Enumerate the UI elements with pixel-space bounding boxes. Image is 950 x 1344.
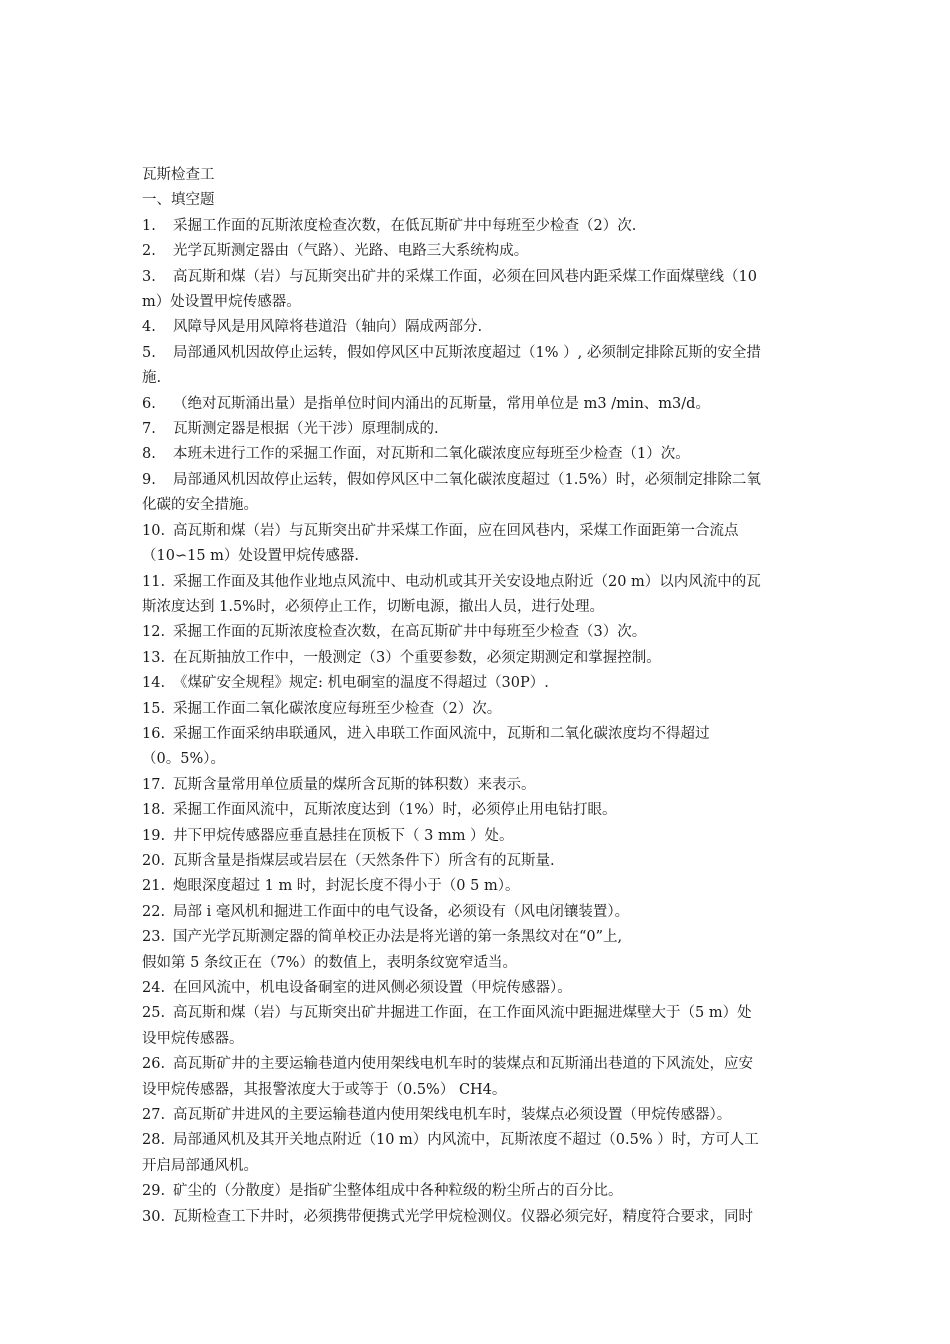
question-line — [142, 442, 814, 467]
question-line — [142, 1078, 814, 1103]
question-item — [142, 773, 814, 798]
question-text: 设甲烷传感器，其报警浓度大于或等于（0.5%） CH4。 — [142, 1081, 507, 1098]
question-number: 23. — [142, 929, 166, 946]
question-number: 8. — [142, 446, 156, 463]
question-item — [142, 925, 814, 950]
question-number: 12. — [142, 624, 166, 641]
question-text: 高瓦斯矿井进风的主要运输巷道内使用架线电机车时，装煤点必须设置（甲烷传感器）。 — [173, 1107, 732, 1124]
question-text: 设甲烷传感器。 — [142, 1030, 244, 1047]
section-heading: 一、填空题 — [142, 192, 215, 209]
question-line — [142, 671, 814, 696]
question-line — [142, 900, 814, 925]
question-line — [142, 824, 814, 849]
question-line — [142, 239, 814, 264]
question-item — [142, 392, 814, 417]
document-title: 瓦斯检查工 — [142, 167, 215, 183]
question-text: 高瓦斯和煤（岩）与瓦斯突出矿井掘进工作面，在工作面风流中距掘进煤壁大于（5 m）处 — [173, 1005, 752, 1022]
question-item — [142, 417, 814, 442]
question-number: 5. — [142, 344, 156, 361]
question-line — [142, 1052, 814, 1077]
question-line — [142, 570, 814, 595]
question-item — [142, 519, 814, 570]
question-text: 矿尘的（分散度）是指矿尘整体组成中各种粒级的粉尘所占的百分比。 — [173, 1183, 623, 1200]
question-line — [142, 773, 814, 798]
question-text: 采掘工作面的瓦斯浓度检查次数，在低瓦斯矿井中每班至少检查（2）次. — [173, 217, 637, 234]
question-text: m）处设置甲烷传感器。 — [142, 294, 301, 311]
question-line — [142, 1001, 814, 1026]
question-item — [142, 1001, 814, 1052]
question-number: 18. — [142, 802, 166, 819]
question-number: 10. — [142, 522, 166, 539]
question-line — [142, 798, 814, 823]
question-number: 13. — [142, 649, 166, 666]
question-text: （0。5%）。 — [142, 751, 225, 768]
question-text: 采掘工作面及其他作业地点风流中、电动机或其开关安设地点附近（20 m）以内风流中的瓦 — [173, 573, 761, 590]
question-text: 在瓦斯抽放工作中，一般测定（3）个重要参数，必须定期测定和掌握控制。 — [173, 649, 661, 666]
question-item — [142, 1179, 814, 1204]
question-text: 瓦斯含量是指煤层或岩层在（天然条件下）所含有的瓦斯量. — [173, 852, 555, 869]
question-number: 1. — [142, 217, 156, 234]
question-line — [142, 976, 814, 1001]
question-number: 2. — [142, 243, 156, 260]
question-text: 局部通风机及其开关地点附近（10 m）内风流中，瓦斯浓度不超过（0.5% ）时，方可人工 — [173, 1132, 759, 1149]
question-item — [142, 570, 814, 621]
question-item — [142, 315, 814, 340]
question-item — [142, 900, 814, 925]
question-item — [142, 849, 814, 874]
question-number: 16. — [142, 725, 166, 742]
question-line — [142, 620, 814, 645]
question-number: 24. — [142, 980, 166, 996]
question-text: 光学瓦斯测定器由（气路）、光路、电路三大系统构成。 — [173, 243, 529, 260]
question-text: 在回风流中，机电设备硐室的进风侧必须设置（甲烷传感器）。 — [173, 980, 572, 996]
question-item — [142, 1052, 814, 1103]
question-text: 局部通风机因故停止运转，假如停风区中二氧化碳浓度超过（1.5%）时，必须制定排除二氧 — [173, 471, 761, 488]
question-text: 化碳的安全措施。 — [142, 497, 258, 514]
question-item — [142, 265, 814, 316]
question-item — [142, 468, 814, 519]
question-item — [142, 722, 814, 773]
question-line — [142, 1103, 814, 1128]
question-number: 15. — [142, 700, 166, 717]
document-page — [142, 163, 814, 1230]
question-text: 采掘工作面采纳串联通风，进入串联工作面风流中，瓦斯和二氧化碳浓度均不得超过 — [173, 725, 710, 742]
question-number: 19. — [142, 827, 166, 844]
question-line — [142, 722, 814, 747]
question-number: 30. — [142, 1208, 166, 1225]
question-text: 斯浓度达到 1.5%时，必须停止工作，切断电源，撤出人员，进行处理。 — [142, 598, 604, 615]
question-text: （10∽15 m）处设置甲烷传感器. — [142, 548, 360, 565]
question-number: 21. — [142, 878, 166, 895]
question-line — [142, 493, 814, 518]
question-text: 采掘工作面二氧化碳浓度应每班至少检查（2）次。 — [173, 700, 502, 717]
question-text: 施. — [142, 370, 162, 387]
question-number: 22. — [142, 903, 166, 920]
question-line — [142, 290, 814, 315]
question-line — [142, 1179, 814, 1204]
question-text: 瓦斯含量常用单位质量的煤所含瓦斯的钵积数）来表示。 — [173, 776, 536, 793]
question-line — [142, 392, 814, 417]
question-text: 局部 i 毫风机和掘进工作面中的电气设备，必须设有（风电闭镶装置）。 — [173, 903, 630, 920]
question-number: 4. — [142, 319, 156, 336]
question-text: 局部通风机因故停止运转，假如停风区中瓦斯浓度超过（1% ）, 必须制定排除瓦斯的安全措 — [173, 344, 761, 361]
question-text: 假如第 5 条纹正在（7%）的数值上，表明条纹宽窄适当。 — [142, 954, 517, 971]
question-item — [142, 824, 814, 849]
question-item — [142, 1103, 814, 1128]
question-line — [142, 1027, 814, 1052]
question-text: 瓦斯测定器是根据（光干涉）原理制成的. — [173, 421, 439, 438]
question-text: 采掘工作面的瓦斯浓度检查次数，在高瓦斯矿井中每班至少检查（3）次。 — [173, 624, 647, 641]
question-line — [142, 214, 814, 239]
question-number: 26. — [142, 1056, 166, 1073]
question-text: 高瓦斯矿井的主要运输巷道内使用架线电机车时的装煤点和瓦斯涌出巷道的下风流处，应安 — [173, 1056, 753, 1073]
question-item — [142, 442, 814, 467]
question-text: 瓦斯检查工下井时，必须携带便携式光学甲烷检测仪。仪器必须完好，精度符合要求，同时 — [173, 1208, 753, 1225]
question-line — [142, 366, 814, 391]
question-line — [142, 747, 814, 772]
question-number: 27. — [142, 1107, 166, 1124]
question-number: 17. — [142, 776, 166, 793]
question-number: 9. — [142, 471, 156, 488]
question-text: 风障导风是用风障将巷道沿（轴向）隔成两部分. — [173, 319, 483, 336]
question-item — [142, 1205, 814, 1230]
question-line — [142, 925, 814, 950]
question-number: 3. — [142, 268, 156, 285]
question-item — [142, 697, 814, 722]
question-line — [142, 468, 814, 493]
question-item — [142, 620, 814, 645]
question-number: 6. — [142, 395, 156, 412]
question-line — [142, 595, 814, 620]
question-item — [142, 874, 814, 899]
question-number: 11. — [142, 573, 166, 590]
question-text: 高瓦斯和煤（岩）与瓦斯突出矿井的采煤工作面，必须在回风巷内距采煤工作面煤壁线（10 — [173, 268, 757, 285]
question-text: 开启局部通风机。 — [142, 1157, 258, 1174]
question-number: 14. — [142, 675, 166, 692]
question-line — [142, 646, 814, 671]
question-line — [142, 1128, 814, 1153]
question-number: 28. — [142, 1132, 166, 1149]
question-text: 《煤矿安全规程》规定: 机电硐室的温度不得超过（30P）. — [173, 675, 549, 692]
question-text: （绝对瓦斯涌出量）是指单位时间内涌出的瓦斯量，常用单位是 m3 /min、m3/d。 — [173, 395, 710, 412]
question-text: 炮眼深度超过 1 m 时，封泥长度不得小于（0 5 m）。 — [173, 878, 520, 895]
question-list — [142, 214, 814, 1230]
question-line — [142, 417, 814, 442]
question-item — [142, 214, 814, 239]
question-text: 国产光学瓦斯测定器的简单校正办法是将光谱的第一条黑纹对在“0”上, — [173, 929, 623, 946]
question-line — [142, 1205, 814, 1230]
question-item — [142, 239, 814, 264]
question-line — [142, 697, 814, 722]
question-number: 20. — [142, 852, 166, 869]
question-line — [142, 265, 814, 290]
question-line — [142, 951, 814, 976]
question-item — [142, 341, 814, 392]
question-line — [142, 341, 814, 366]
question-item — [142, 798, 814, 823]
question-number: 25. — [142, 1005, 166, 1022]
question-item — [142, 1128, 814, 1179]
question-item — [142, 976, 814, 1001]
question-text: 高瓦斯和煤（岩）与瓦斯突出矿井采煤工作面，应在回风巷内，采煤工作面距第一合流点 — [173, 522, 739, 539]
question-text: 采掘工作面风流中，瓦斯浓度达到（1%）时，必须停止用电钻打眼。 — [173, 802, 617, 819]
question-item — [142, 951, 814, 976]
question-line — [142, 544, 814, 569]
question-item — [142, 671, 814, 696]
question-line — [142, 849, 814, 874]
question-number: 29. — [142, 1183, 166, 1200]
question-text: 本班未进行工作的采掘工作面，对瓦斯和二氧化碳浓度应每班至少检查（1）次。 — [173, 446, 690, 463]
question-item — [142, 646, 814, 671]
question-number: 7. — [142, 421, 156, 438]
question-line — [142, 1154, 814, 1179]
question-line — [142, 874, 814, 899]
question-line — [142, 315, 814, 340]
question-text: 井下甲烷传感器应垂直悬挂在顶板下（ 3 mm ）处。 — [173, 827, 514, 844]
question-line — [142, 519, 814, 544]
